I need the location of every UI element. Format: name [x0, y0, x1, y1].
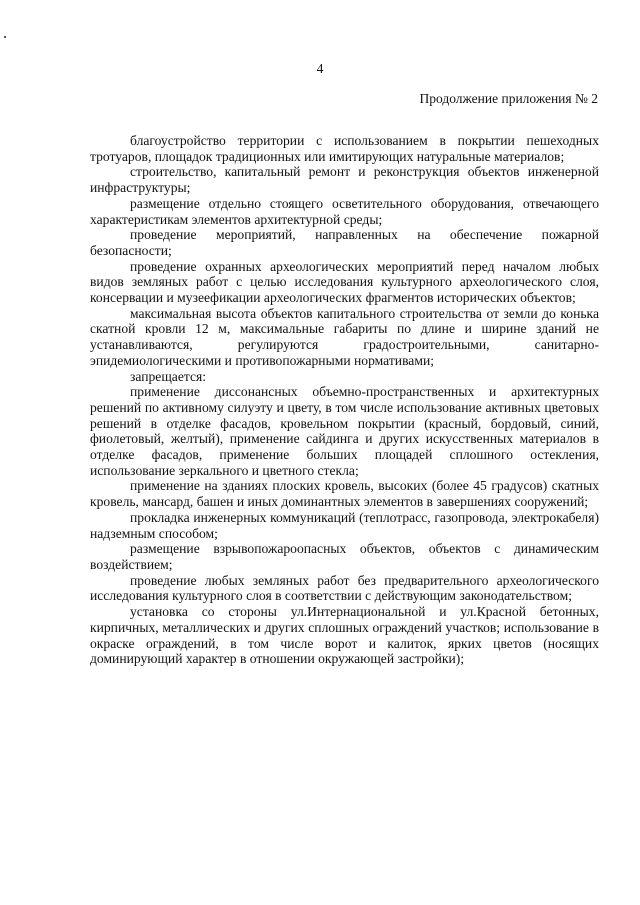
- paragraph-archaeology: проведение охранных археологических мероприятий перед началом любых видов земляных работ с целью исследования культурного археологического слоя, консервации и музеефикации археологических фрагментов исторических объектов;: [90, 258, 599, 306]
- paragraph-dissonant-solutions: применение диссонансных объемно-пространственных и архитектурных решений по активному силуэту и цвету, в том числе использование активных цветовых решений в отделке фасадов, кровельном покрытии (красный, бордовый, синий, фиолетовый, желтый), применение сайдинга и других искусственных материалов в отделке фасадов, применение больших площадей сплошного остекления, использование зеркального и цветного стекла;: [90, 384, 599, 478]
- paragraph-fences: установка со стороны ул.Интернациональной и ул.Красной бетонных, кирпичных, металлических и других сплошных ограждений участков; использование в окраске ограждений, в том числе ворот и калиток, ярких цветов (носящих доминирующий характер в отношении окружающей застройки);: [90, 604, 599, 667]
- paragraph-prohibited-heading: запрещается:: [130, 368, 207, 384]
- paragraph-earthworks: проведение любых земляных работ без предварительного археологического исследования культурного слоя в соответствии с действующим законодательством;: [90, 572, 599, 604]
- paragraph-landscaping: благоустройство территории с использованием в покрытии пешеходных тротуаров, площадок традиционных или имитирующих натуральные материалов;: [90, 133, 599, 164]
- paragraph-lighting-equipment: размещение отдельно стоящего осветительного оборудования, отвечающего характеристикам элементов архитектурной среды;: [90, 195, 599, 227]
- appendix-continuation-header: Продолжение приложения № 2: [419, 91, 598, 106]
- paragraph-max-height: максимальная высота объектов капитального строительства от земли до конька скатной кровли 12 м, максимальные габариты по длине и ширине зданий не устанавливаются, регулируются градостроительными, санитарно-эпидемиологическими и противопожарными нормативами;: [90, 305, 599, 368]
- document-body: [90, 133, 599, 667]
- page-number: 4: [316, 61, 324, 76]
- scan-artifact-dot: [4, 36, 6, 38]
- paragraph-hazardous-objects: размещение взрывопожароопасных объектов, объектов с динамическим воздействием;: [90, 541, 599, 572]
- paragraph-flat-roofs: применение на зданиях плоских кровель, высоких (более 45 градусов) скатных кровель, мансард, башен и иных доминантных элементов в завершениях сооружений;: [90, 478, 599, 510]
- paragraph-utility-lines: прокладка инженерных коммуникаций (теплотрасс, газопровода, электрокабеля) надземным способом;: [90, 509, 599, 541]
- paragraph-engineering-infrastructure: строительство, капитальный ремонт и реконструкция объектов инженерной инфраструктуры;: [90, 164, 599, 196]
- paragraph-fire-safety: проведение мероприятий, направленных на обеспечение пожарной безопасности;: [90, 227, 599, 258]
